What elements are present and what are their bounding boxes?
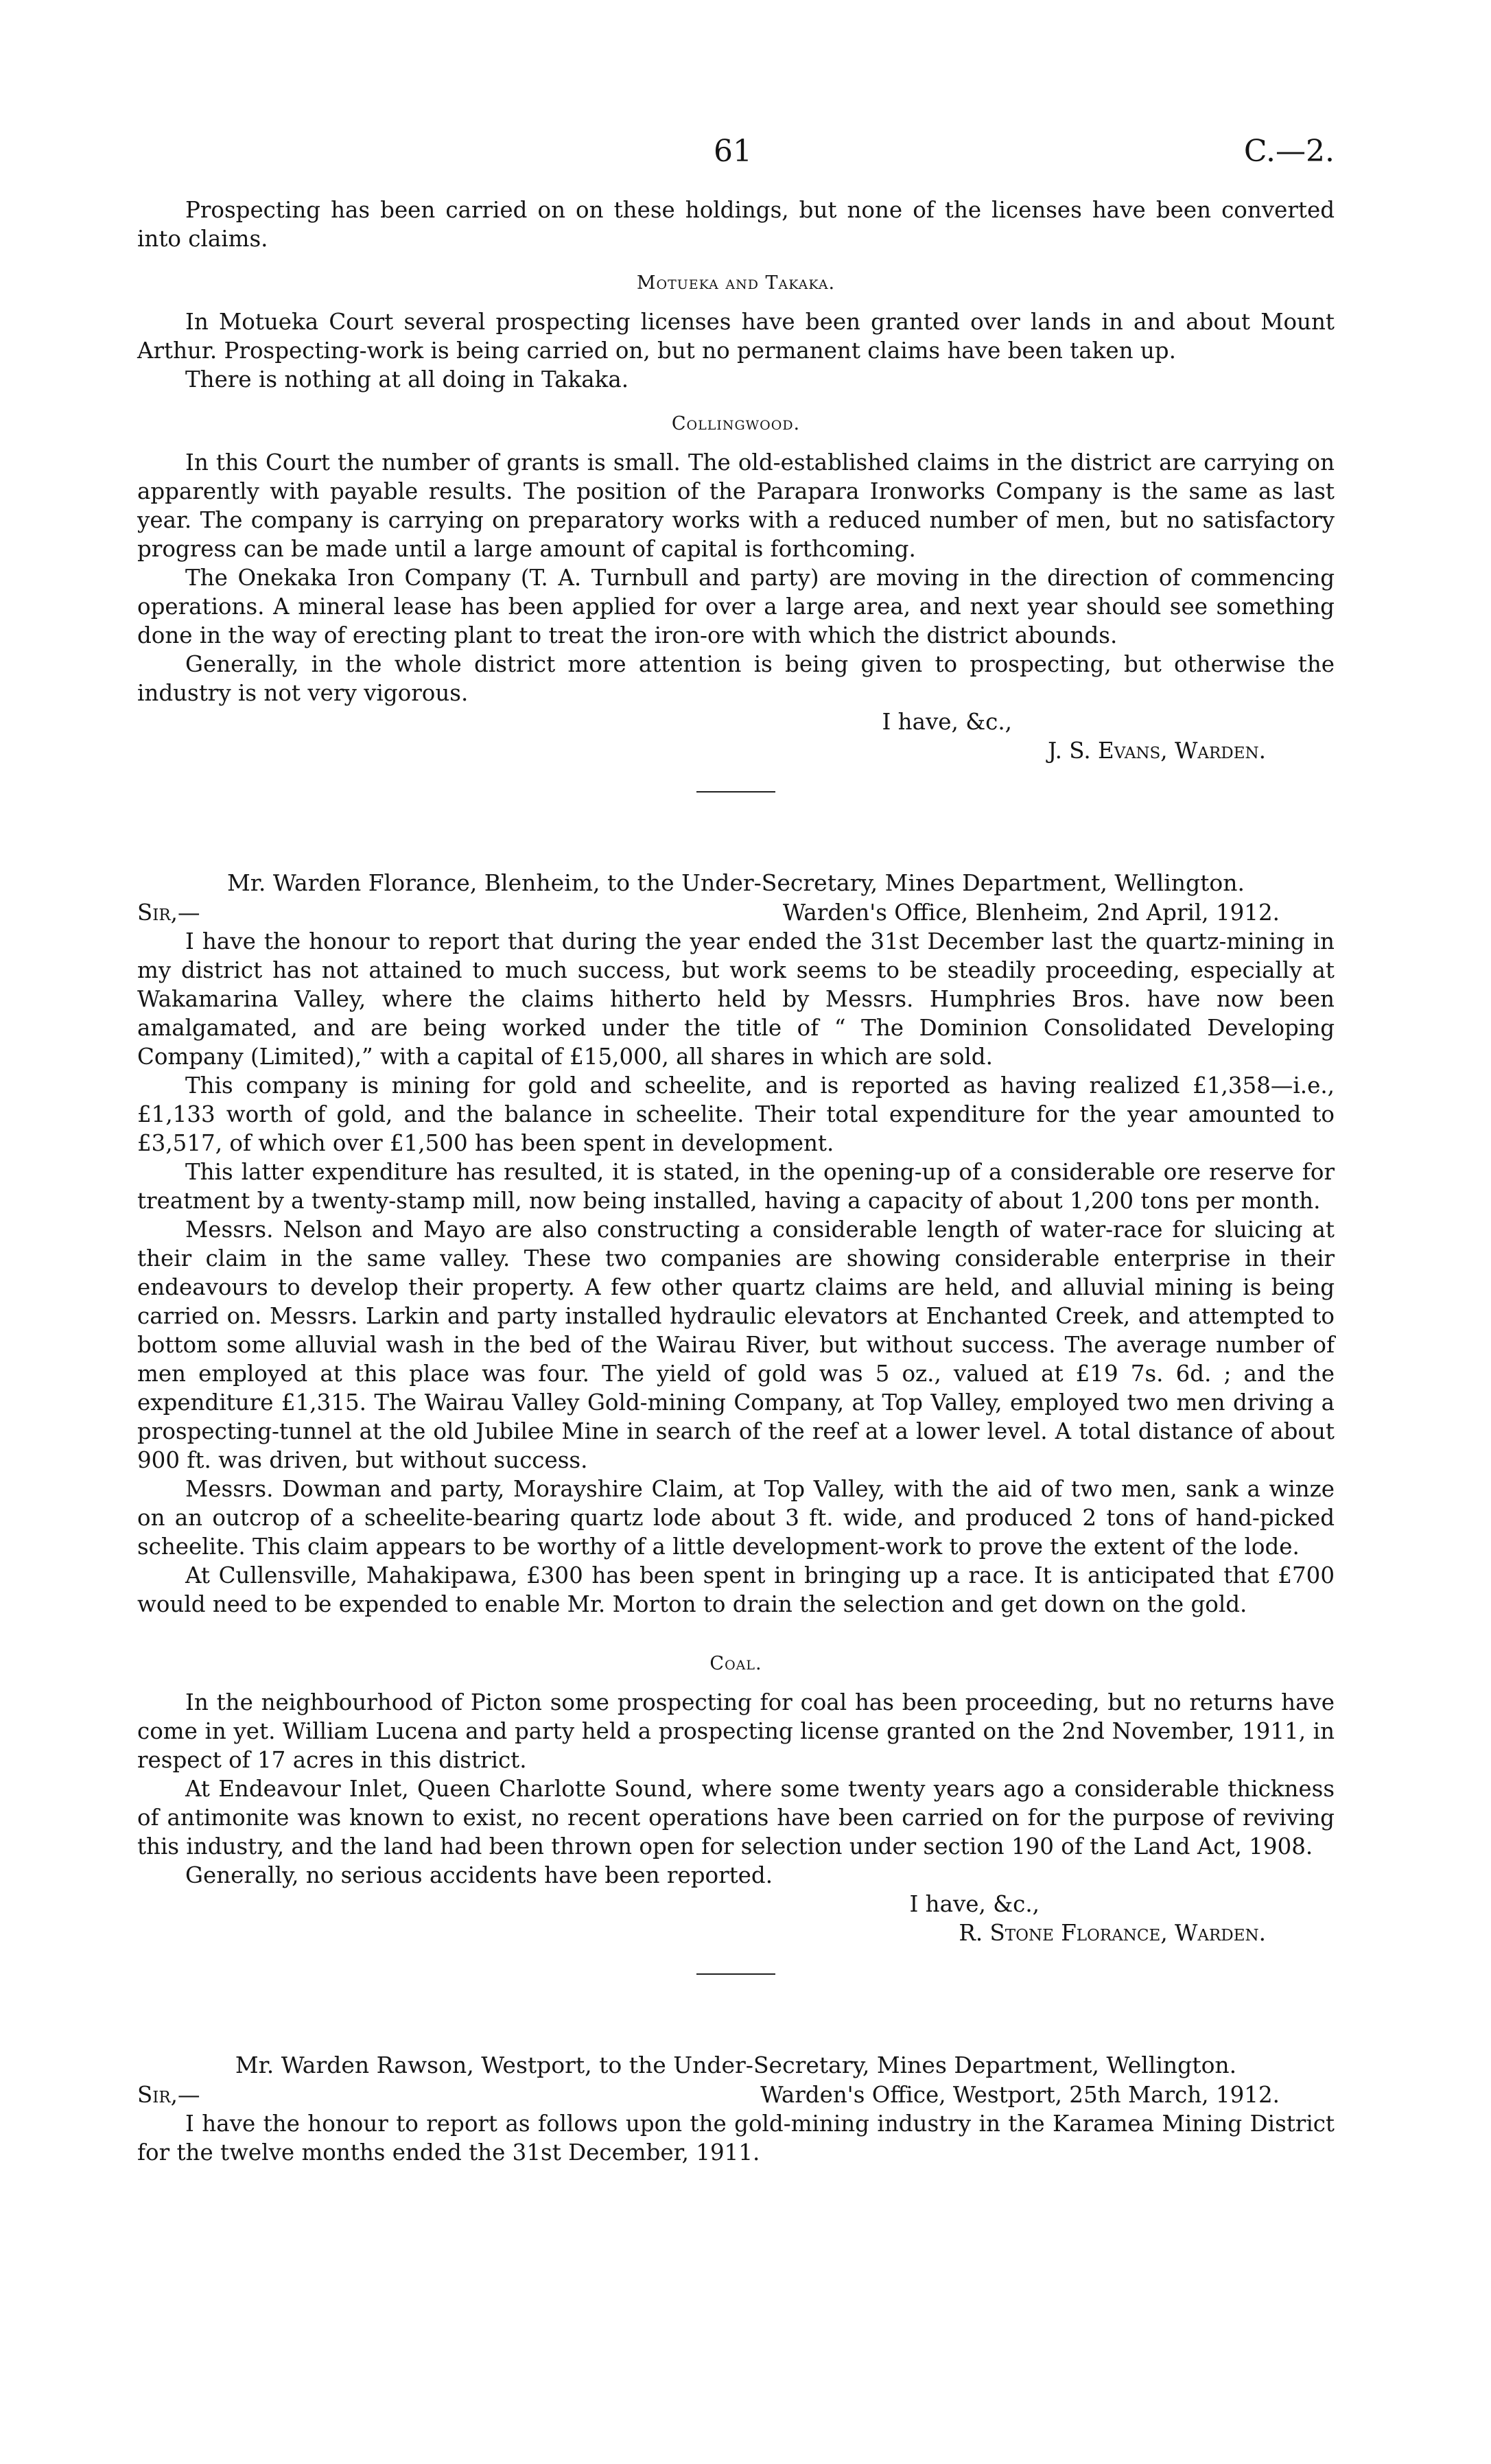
paragraph: There is nothing at all doing in Takaka. [185,366,629,392]
paragraph: Messrs. Dowman and party, Morayshire Claim, at Top Valley, with the aid of two men, sank a winze on an outcrop of a scheelite-bearing quartz lode about 3 ft. wide, and produced 2 tons of hand-picked scheelite. This claim appears to be worthy of a little development-work to prove the extent of the lode. [137,1476,1335,1560]
salutation-line [137,2080,1335,2109]
page-header [137,134,1335,196]
paragraph: This latter expenditure has resulted, it is stated, in the opening-up of a considerable ore reserve for treatment by a twenty-stamp mill, now being installed, having a capacity of about 1,200 tons per month. [137,1159,1335,1214]
paragraph: In Motueka Court several prospecting licenses have been granted over lands in and about Mount Arthur. Prospecting-work is being carried on, but no permanent claims have been taken up. [137,309,1335,364]
letter-address: Mr. Warden Florance, Blenheim, to the Under-Secretary, Mines Department, Wellington. [226,869,1245,896]
sign-name: J. S. Evans, Warden. [1048,738,1266,764]
paragraph: Generally, no serious accidents have been reported. [185,1862,773,1888]
page-reference: C.—2. [1243,134,1335,169]
page-number: 61 [714,134,752,169]
paragraph: I have the honour to report that during the year ended the 31st December last the quartz-mining in my district has not attained to much success, but work seems to be steadily proceeding, especially at Wakamarina Valley, where the claims hitherto held by Messrs. Humphries Bros. have now been amalgamated, and are being worked under the title of “ The Dominion Consolidated Developing Company (Limited),” with a capital of £15,000, all shares in which are sold. [137,928,1335,1070]
section-divider [696,1973,775,1975]
heading-coal: Coal. [709,1653,762,1674]
paragraph: At Endeavour Inlet, Queen Charlotte Sound, where some twenty years ago a considerable thickness of antimonite was known to exist, no recent operations have been carried on for the purpose of reviving this industry, and the land had been thrown open for selection under section 190 of the Land Act, 1908. [137,1776,1335,1859]
sign-name: R. Stone Florance, Warden. [959,1920,1266,1946]
heading-collingwood: Collingwood. [671,413,801,434]
signature-block [137,1890,1335,1947]
paragraph: In this Court the number of grants is small. The old-established claims in the district are carrying on apparently with payable results. The position of the Parapara Ironworks Company is the same as last year. The company is carrying on preparatory works with a reduced number of men, but no satisfactory progress can be made until a large amount of capital is forthcoming. [137,449,1335,562]
letter-address: Mr. Warden Rawson, Westport, to the Under-Secretary, Mines Department, Wellington. [235,2052,1237,2078]
salutation: Sir,— [137,2082,200,2108]
signature-block [137,707,1335,765]
paragraph: At Cullensville, Mahakipawa, £300 has been spent in bringing up a race. It is anticipated that £700 would need to be expended to enable Mr. Morton to drain the selection and get down on the gold. [137,1562,1335,1617]
paragraph: The Onekaka Iron Company (T. A. Turnbull and party) are moving in the direction of commencing operations. A mineral lease has been applied for over a large area, and next year should see something done in the way of erecting plant to treat the iron-ore with which the district abounds. [137,565,1335,648]
salutation-line [137,898,1335,927]
paragraph: I have the honour to report as follows upon the gold-mining industry in the Karamea Mining District for the twelve months ended the 31st December, 1911. [137,2111,1335,2166]
salutation: Sir,— [137,900,200,926]
paragraph: Messrs. Nelson and Mayo are also constructing a considerable length of water-race for sluicing at their claim in the same valley. These two companies are showing considerable enterprise in their endeavours to develop their property. A few other quartz claims are held, and alluvial mining is being carried on. Messrs. Larkin and party installed hydraulic elevators at Enchanted Creek, and attempted to bottom some alluvial wash in the bed of the Wairau River, but without success. The average number of men employed at this place was four. The yield of gold was 5 oz., valued at £19 7s. 6d. ; and the expenditure £1,315. The Wairau Valley Gold-mining Company, at Top Valley, employed two men driving a prospecting-tunnel at the old Jubilee Mine in search of the reef at a lower level. A total distance of about 900 ft. was driven, but without success. [137,1217,1335,1473]
office-date: Warden's Office, Blenheim, 2nd April, 1912. [782,900,1280,926]
sign-greeting: I have, &c., [882,709,1012,735]
paragraph: In the neighbourhood of Picton some prospecting for coal has been proceeding, but no returns have come in yet. William Lucena and party held a prospecting license granted on the 2nd November, 1911, in respect of 17 acres in this district. [137,1689,1335,1773]
section-divider [696,791,775,793]
document-page [137,134,1335,2167]
paragraph: This company is mining for gold and scheelite, and is reported as having realized £1,358—i.e., £1,133 worth of gold, and the balance in scheelite. Their total expenditure for the year amounted to £3,517, of which over £1,500 has been spent in development. [137,1072,1335,1156]
sign-greeting: I have, &c., [909,1891,1040,1917]
office-date: Warden's Office, Westport, 25th March, 1912. [760,2082,1280,2108]
paragraph: Generally, in the whole district more attention is being given to prospecting, but otherwise the industry is not very vigorous. [137,651,1335,706]
intro-paragraph: Prospecting has been carried on on these holdings, but none of the licenses have been converted into claims. [137,197,1335,252]
heading-motueka-takaka: Motueka and Takaka. [636,272,836,294]
